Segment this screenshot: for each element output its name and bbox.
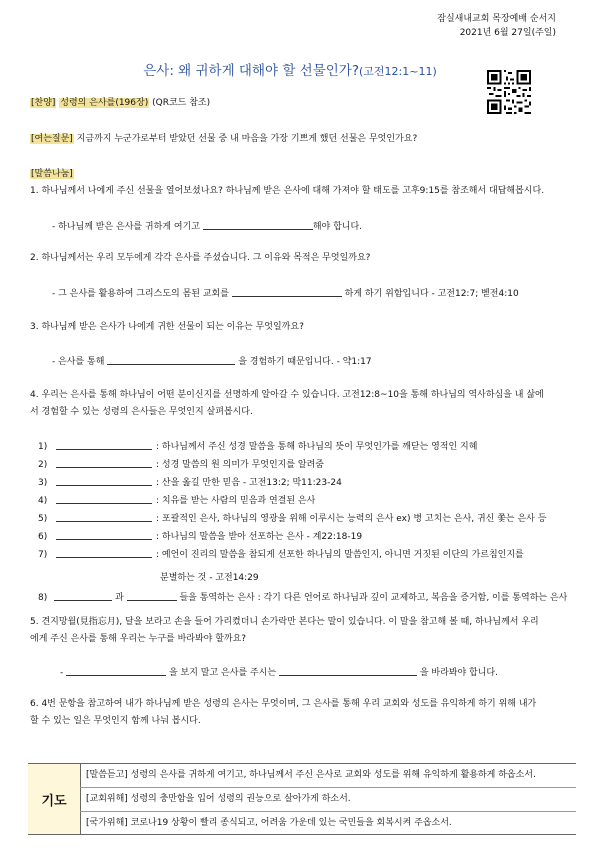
praise-song: 성령의 은사를(196장) bbox=[60, 98, 149, 108]
opening-question bbox=[30, 132, 568, 147]
question-4-line-2: 서 경험할 수 있는 성령의 은사들은 무엇인지 살펴봅시다. bbox=[30, 407, 253, 417]
answer-3-before: - 은사를 통해 bbox=[52, 357, 105, 367]
opening-text: 지금까지 누군가로부터 받았던 선물 중 내 마음을 가장 기쁘게 했던 선물은 무엇인가요? bbox=[76, 134, 418, 144]
question-6-line-1: 6. 4번 문항을 참고하여 내가 하나님께 받은 성령의 은사는 무엇이며, 그 은사를 통해 우리 교회와 성도를 유익하게 하기 위해 내가 bbox=[30, 699, 537, 709]
gift-item-num: 3) bbox=[38, 478, 48, 488]
gift-item-blank[interactable] bbox=[56, 475, 152, 486]
gift-item-blank[interactable] bbox=[56, 457, 152, 468]
answer-2 bbox=[52, 286, 568, 302]
gift-item-desc: : 포괄적인 은사, 하나님의 영광을 위해 이루시는 능력의 은사 ex) 병 고치는 은사, 귀신 쫓는 은사 등 bbox=[156, 514, 547, 524]
gift-item-desc: : 하나님의 말씀을 받아 선포하는 은사 - 계22:18-19 bbox=[156, 532, 363, 542]
prayer-rows bbox=[80, 764, 576, 834]
answer-2-after: 하게 하기 위함입니다 - 고전12:7; 벧전4:10 bbox=[344, 289, 519, 299]
question-3: 3. 하나님께 받은 은사가 나에게 귀한 선물이 되는 이유는 무엇일까요? bbox=[30, 322, 304, 332]
prayer-row: [국가위해] 코로나19 상황이 빨리 종식되고, 어려움 가운데 있는 국민들을 회복시켜 주옵소서. bbox=[86, 818, 452, 828]
answer-5-blank-a[interactable] bbox=[66, 665, 166, 676]
answer-5-mid: 을 보지 말고 은사를 주시는 bbox=[169, 668, 277, 678]
gift-item-blank[interactable] bbox=[56, 529, 152, 540]
title-main: 은사: 왜 귀하게 대해야 할 선물인가? bbox=[143, 63, 359, 79]
gift-item-desc: : 산을 옮길 만한 믿음 - 고전13:2; 막11:23-24 bbox=[156, 478, 342, 488]
prayer-box bbox=[28, 763, 576, 835]
page-title bbox=[100, 59, 480, 79]
answer-2-before: - 그 은사를 활용하여 그리스도의 몸된 교회를 bbox=[52, 289, 229, 299]
gift-item bbox=[38, 529, 568, 545]
gift-item bbox=[38, 457, 568, 473]
gift-item-8-blank-a[interactable] bbox=[54, 590, 112, 601]
gift-item-blank[interactable] bbox=[56, 511, 152, 522]
prayer-label: 기도 bbox=[28, 764, 81, 834]
gift-item-num: 7) bbox=[38, 550, 48, 560]
question-5-line-1: 5. 견지망월(見指忘月), 달을 보라고 손을 들어 가리켰더니 손가락만 본다는 말이 있습니다. 이 말을 참고해 볼 때, 하나님께서 우리 bbox=[30, 617, 539, 627]
praise-line bbox=[30, 96, 568, 111]
title-ref: (고전12:1~11) bbox=[358, 65, 437, 78]
gift-item-7-continued: 분별하는 것 - 고전14:29 bbox=[160, 573, 259, 583]
church-name: 잠실새내교회 목장예배 순서지 bbox=[437, 14, 556, 24]
gift-item-8-num: 8) bbox=[38, 593, 48, 603]
answer-3-blank[interactable] bbox=[107, 354, 235, 365]
praise-note: (QR코드 참조) bbox=[152, 98, 211, 108]
answer-5-blank-b[interactable] bbox=[279, 665, 417, 676]
gift-item-num: 1) bbox=[38, 442, 48, 452]
gift-item bbox=[38, 475, 568, 491]
gift-item-num: 4) bbox=[38, 496, 48, 506]
answer-5-dash: - bbox=[60, 668, 64, 678]
sharing-heading-label: [말씀나눔] bbox=[31, 169, 73, 179]
answer-1-after: 해야 합니다. bbox=[312, 222, 363, 232]
gift-item-desc: : 예언이 진리의 말씀을 참되게 선포한 하나님의 말씀인지, 아니면 거짓된 이단의 가르침인지를 bbox=[156, 550, 524, 560]
prayer-row: [말씀듣고] 성령의 은사를 귀하게 여기고, 하나님께서 주신 은사로 교회와 성도를 위해 유익하게 활용하게 하옵소서. bbox=[80, 764, 576, 788]
question-6-line-2: 할 수 있는 일은 무엇인지 함께 나눠 봅시다. bbox=[30, 716, 201, 726]
gift-item-desc: : 성경 말씀의 원 의미가 무엇인지를 알려줌 bbox=[156, 460, 324, 470]
answer-5-end: 을 바라봐야 합니다. bbox=[419, 668, 498, 678]
gift-item-num: 6) bbox=[38, 532, 48, 542]
gift-item-blank[interactable] bbox=[56, 493, 152, 504]
opening-tag: [여는질문] bbox=[31, 134, 73, 144]
gift-item-8 bbox=[38, 590, 568, 606]
question-2: 2. 하나님께서는 우리 모두에게 각각 은사를 주셨습니다. 그 이유와 목적은 무엇일까요? bbox=[30, 253, 371, 263]
answer-1-before: - 하나님께 받은 은사를 귀하게 여기고 bbox=[52, 222, 200, 232]
service-date: 2021년 6월 27일(주일) bbox=[459, 28, 556, 38]
answer-2-blank[interactable] bbox=[232, 286, 342, 297]
gift-item-desc: : 치유를 받는 사람의 믿음과 연결된 은사 bbox=[156, 496, 316, 506]
gift-item-num: 2) bbox=[38, 460, 48, 470]
sharing-heading bbox=[30, 167, 568, 182]
gift-item-blank[interactable] bbox=[56, 439, 152, 450]
question-4-line-1: 4. 우리는 은사를 통해 하나님이 어떤 분이신지를 선명하게 알아갈 수 있습니다. 고전12:8~10을 통해 하나님의 역사하심을 내 삶에 bbox=[30, 390, 544, 400]
gift-item bbox=[38, 547, 568, 563]
question-5-line-2: 에게 주신 은사를 통해 우리는 누구를 바라봐야 할까요? bbox=[30, 634, 247, 644]
question-1: 1. 하나님께서 나에게 주신 선물을 열어보셨나요? 하나님께 받은 은사에 대해 가져야 할 태도를 고후9:15를 참조해서 대답해봅시다. bbox=[30, 186, 545, 196]
gift-item-8-blank-b[interactable] bbox=[127, 590, 177, 601]
prayer-row: [교회위해] 성령의 충만함을 입어 성령의 권능으로 살아가게 하소서. bbox=[80, 788, 576, 812]
gift-item-8-mid: 과 bbox=[115, 593, 124, 603]
answer-1-blank[interactable] bbox=[203, 219, 313, 230]
answer-1 bbox=[52, 219, 568, 235]
gift-item bbox=[38, 439, 568, 455]
gift-item-num: 5) bbox=[38, 514, 48, 524]
praise-tag: [찬양] bbox=[31, 98, 56, 108]
answer-5 bbox=[60, 665, 568, 681]
gift-item bbox=[38, 511, 568, 527]
gift-item-desc: : 하나님께서 주신 성경 말씀을 통해 하나님의 뜻이 무엇인가를 깨닫는 영적인 지혜 bbox=[156, 442, 478, 452]
gift-item bbox=[38, 493, 568, 509]
answer-3 bbox=[52, 354, 568, 370]
header bbox=[437, 12, 556, 40]
answer-3-after: 을 경험하기 때문입니다. - 약1:17 bbox=[238, 357, 372, 367]
gift-item-blank[interactable] bbox=[56, 547, 152, 558]
gift-item-8-desc: 들을 통역하는 은사 : 각기 다른 언어로 하나님과 깊이 교제하고, 복음을 증거함, 이를 통역하는 은사 bbox=[179, 593, 568, 603]
